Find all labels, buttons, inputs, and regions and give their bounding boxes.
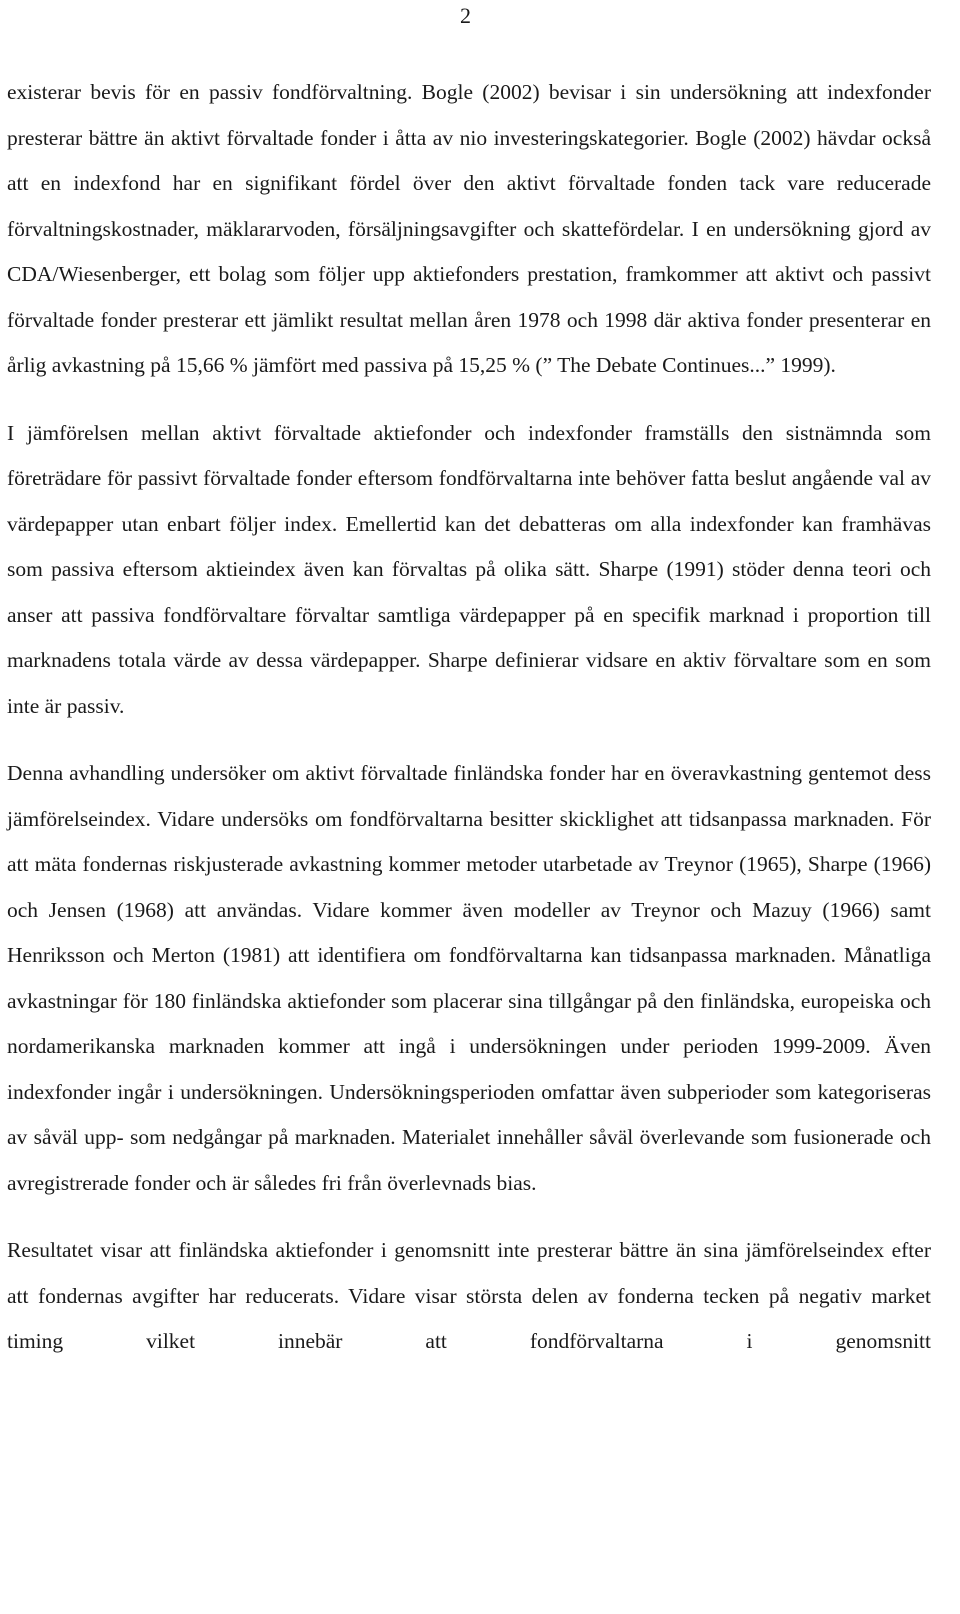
paragraph-spacer bbox=[7, 729, 931, 751]
paragraph-index-fund-comparison: I jämförelsen mellan aktivt förvaltade aktiefonder och indexfonder framställs den sistnämnda som företrädare för passivt förvaltade fonder eftersom fondförvaltarna inte behöver fatta beslut angående val av värdepapper utan enbart följer index. Emellertid kan det debatteras om alla indexfonder kan framhävas som passiva eftersom aktieindex även kan förvaltas på olika sätt. Sharpe (1991) stöder denna teori och anser att passiva fondförvaltare förvaltar samtliga värdepapper på en specifik marknad i proportion till marknadens totala värde av dessa värdepapper. Sharpe definierar vidsare en aktiv förvaltare som en som inte är passiv. bbox=[7, 420, 931, 718]
paragraph-results: Resultatet visar att finländska aktiefonder i genomsnitt inte presterar bättre än sina jämförelseindex efter att fondernas avgifter har reducerats. Vidare visar största delen av fonderna tecken på negativ market timing vilket innebär att fondförvaltarna i genomsnitt bbox=[7, 1238, 931, 1353]
paragraph-spacer bbox=[7, 1206, 931, 1228]
body-text bbox=[7, 70, 931, 1365]
paragraph-passive-management-evidence: existerar bevis för en passiv fondförvaltning. Bogle (2002) bevisar i sin undersökning att indexfonder presterar bättre än aktivt förvaltade fonder i åtta av nio investeringskategorier. Bogle (2002) hävdar också att en indexfond har en signifikant fördel över den aktivt förvaltade fonden tack vare reducerade förvaltningskostnader, mäklararvoden, försäljningsavgifter och skattefördelar. I en undersökning gjord av CDA/Wiesenberger, ett bolag som följer upp aktiefonders prestation, framkommer att aktivt och passivt förvaltade fonder presterar ett jämlikt resultat mellan åren 1978 och 1998 där aktiva fonder presenterar en årlig avkastning på 15,66 % jämfört med passiva på 15,25 % (” The Debate Continues...” 1999). bbox=[7, 80, 931, 377]
paragraph-spacer bbox=[7, 389, 931, 411]
page-number: 2 bbox=[460, 3, 471, 28]
paragraph-thesis-scope: Denna avhandling undersöker om aktivt förvaltade finländska fonder har en överavkastning gentemot dess jämförelseindex. Vidare undersöks om fondförvaltarna besitter skicklighet att tidsanpassa marknaden. För att mäta fondernas riskjusterade avkastning kommer metoder utarbetade av Treynor (1965), Sharpe (1966) och Jensen (1968) att användas. Vidare kommer även modeller av Treynor och Mazuy (1966) samt Henriksson och Merton (1981) att identifiera om fondförvaltarna kan tidsanpassa marknaden. Månatliga avkastningar för 180 finländska aktiefonder som placerar sina tillgångar på den finländska, europeiska och nordamerikanska marknaden kommer att ingå i undersökningen under perioden 1999-2009. Även indexfonder ingår i undersökningen. Undersökningsperioden omfattar även subperioder som kategoriseras av såväl upp- som nedgångar på marknaden. Materialet innehåller såväl överlevande som fusionerade och avregistrerade fonder och är således fri från överlevnads bias. bbox=[7, 761, 931, 1195]
